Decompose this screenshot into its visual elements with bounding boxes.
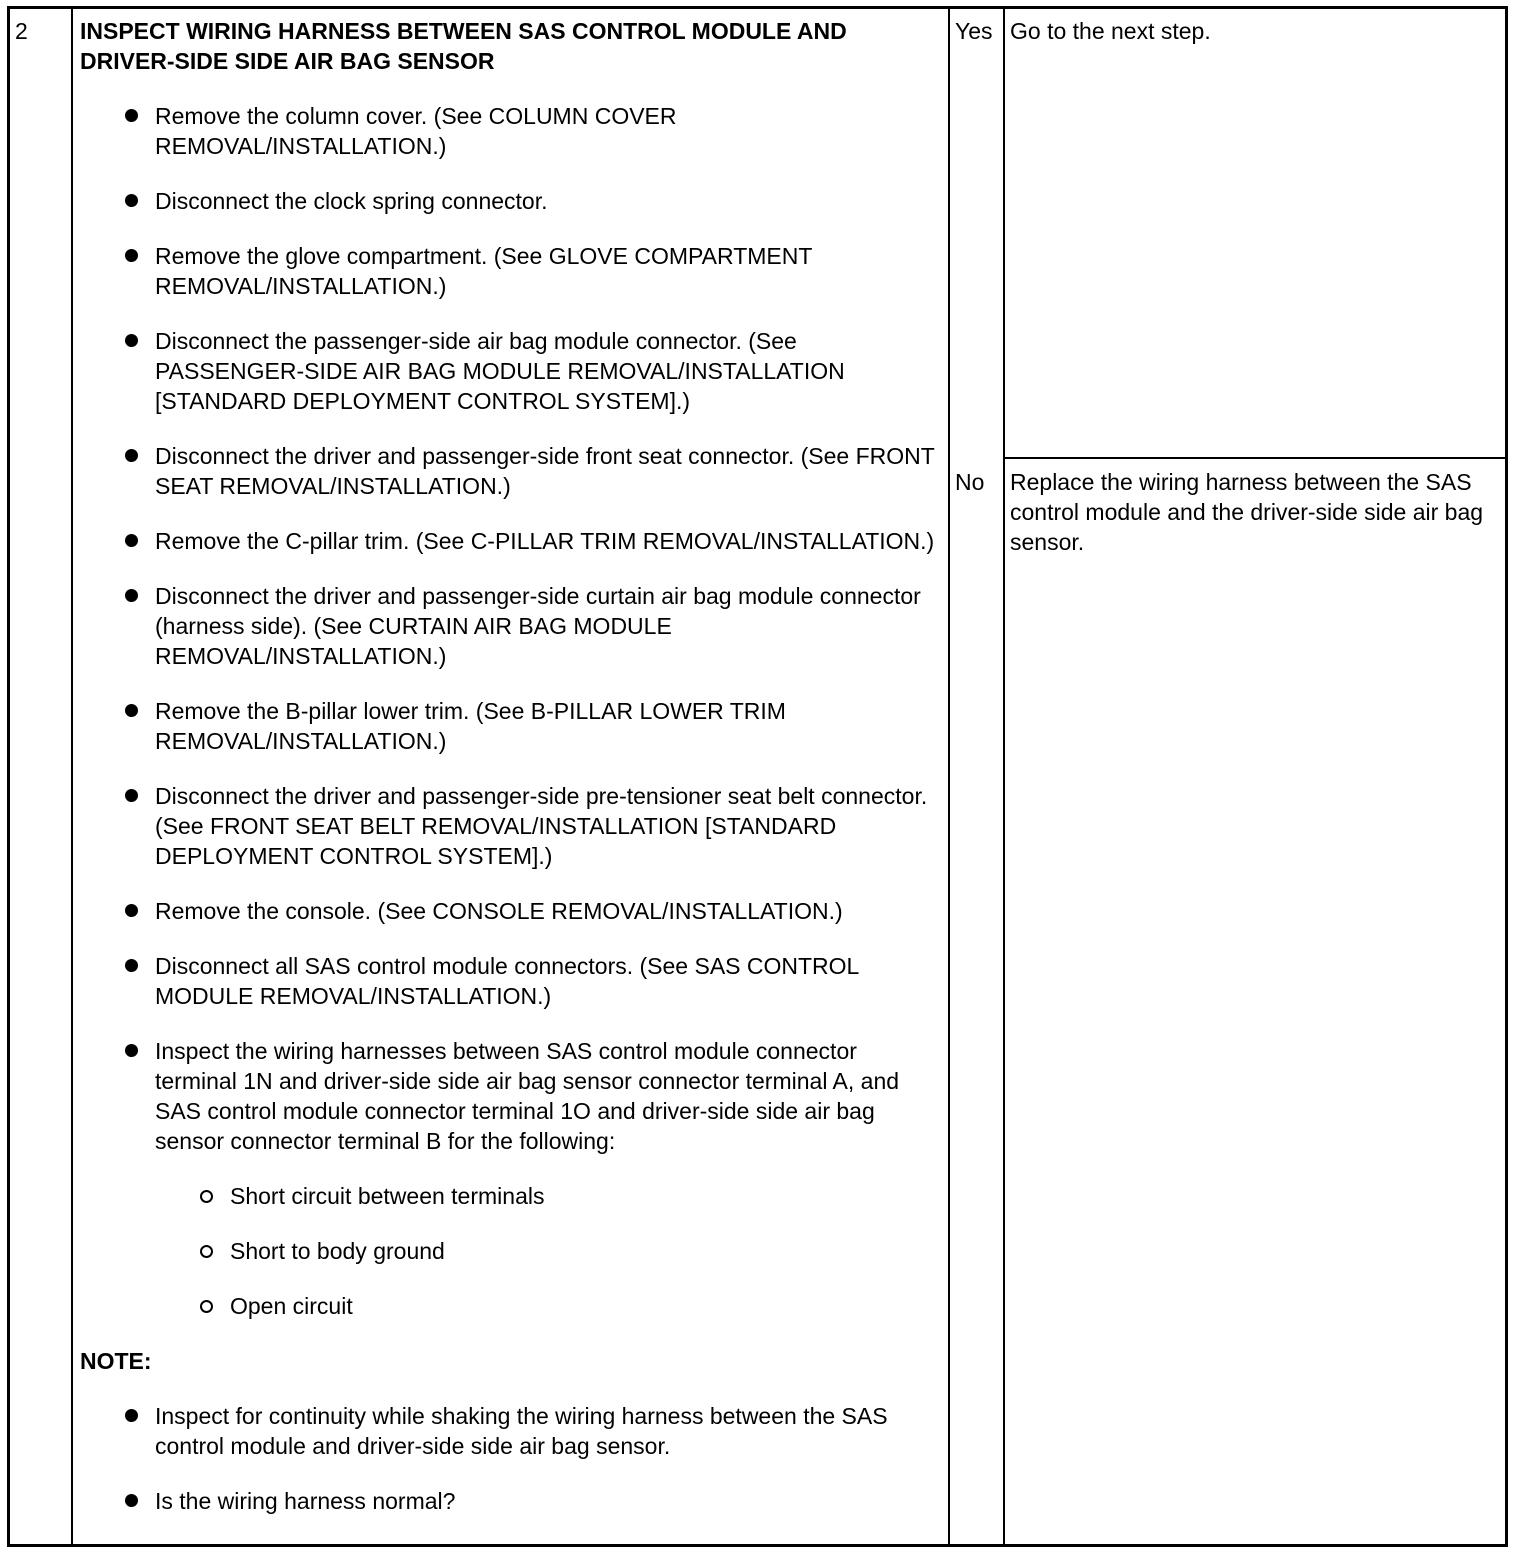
bullet-icon <box>125 334 138 347</box>
note-text: Inspect for continuity while shaking the wiring harness between the SAS control module and driver-side side air bag sensor. <box>155 1403 888 1459</box>
instruction-text: Disconnect the driver and passenger-side front seat connector. (See FRONT SEAT REMOVAL/INSTALLATION.) <box>155 443 935 499</box>
column-divider-action <box>948 9 950 1544</box>
instruction-text: Remove the column cover. (See COLUMN COVER REMOVAL/INSTALLATION.) <box>155 103 677 159</box>
list-item <box>80 101 940 161</box>
list-item <box>80 1036 940 1156</box>
bullet-icon <box>125 534 138 547</box>
list-item <box>80 326 940 416</box>
sub-list-item <box>80 1291 940 1321</box>
list-item <box>80 441 940 501</box>
instruction-list <box>80 101 940 1541</box>
bullet-icon <box>125 589 138 602</box>
list-item <box>80 896 940 926</box>
list-item <box>80 186 940 216</box>
column-divider-step <box>71 9 73 1544</box>
sub-item-text: Short to body ground <box>230 1238 445 1264</box>
no-action: Replace the wiring harness between the SAS control module and the driver-side side air bag sensor. <box>1010 469 1484 555</box>
bullet-icon <box>125 449 138 462</box>
sub-item-text: Short circuit between terminals <box>230 1183 545 1209</box>
procedure-table <box>7 6 1508 1547</box>
note-label: NOTE: <box>80 1348 152 1374</box>
bullet-icon <box>125 109 138 122</box>
bullet-icon <box>125 249 138 262</box>
list-item <box>80 581 940 671</box>
question-text: Is the wiring harness normal? <box>155 1488 456 1514</box>
instruction-text: Disconnect the clock spring connector. <box>155 188 548 214</box>
instruction-text: Remove the B-pillar lower trim. (See B-PILLAR LOWER TRIM REMOVAL/INSTALLATION.) <box>155 698 786 754</box>
bullet-icon <box>125 1044 138 1057</box>
instruction-text: Disconnect all SAS control module connectors. (See SAS CONTROL MODULE REMOVAL/INSTALLATION.) <box>155 953 859 1009</box>
instruction-text: Disconnect the driver and passenger-side pre-tensioner seat belt connector. (See FRONT SEAT BELT REMOVAL/INSTALLATION [STANDARD DEPLOYMENT CONTROL SYSTEM].) <box>155 783 928 869</box>
instruction-text: Remove the glove compartment. (See GLOVE COMPARTMENT REMOVAL/INSTALLATION.) <box>155 243 813 299</box>
step-heading-line2: DRIVER-SIDE SIDE AIR BAG SENSOR <box>80 48 495 74</box>
instruction-text: Remove the C-pillar trim. (See C-PILLAR TRIM REMOVAL/INSTALLATION.) <box>155 528 935 554</box>
column-divider-result <box>1003 9 1005 1544</box>
step-heading-line1: INSPECT WIRING HARNESS BETWEEN SAS CONTROL MODULE AND <box>80 18 847 44</box>
bullet-icon <box>125 1409 138 1422</box>
sub-list-item <box>80 1181 940 1211</box>
no-label: No <box>955 469 985 495</box>
bullet-icon <box>125 959 138 972</box>
list-item <box>80 1401 940 1461</box>
step-heading <box>80 16 940 76</box>
bullet-icon <box>125 1494 138 1507</box>
list-item <box>80 526 940 556</box>
yes-label: Yes <box>955 18 993 44</box>
instruction-text: Inspect the wiring harnesses between SAS control module connector terminal 1N and driver-side side air bag sensor connector terminal A, and SAS control module connector terminal 1O and driver-side side air bag sensor connector terminal B for the following: <box>155 1038 900 1154</box>
list-item <box>80 951 940 1011</box>
row-divider-yes-no <box>1003 457 1505 459</box>
bullet-icon <box>125 789 138 802</box>
sub-item-text: Open circuit <box>230 1293 353 1319</box>
hollow-bullet-icon <box>200 1245 213 1258</box>
bullet-icon <box>125 704 138 717</box>
list-item <box>80 241 940 301</box>
hollow-bullet-icon <box>200 1190 213 1203</box>
instruction-text: Disconnect the passenger-side air bag module connector. (See PASSENGER-SIDE AIR BAG MODULE REMOVAL/INSTALLATION [STANDARD DEPLOYMENT CONTROL SYSTEM].) <box>155 328 845 414</box>
list-item <box>80 1486 940 1516</box>
bullet-icon <box>125 904 138 917</box>
yes-action: Go to the next step. <box>1010 18 1211 44</box>
instruction-text: Remove the console. (See CONSOLE REMOVAL/INSTALLATION.) <box>155 898 843 924</box>
list-item <box>80 781 940 871</box>
step-number: 2 <box>15 18 28 44</box>
bullet-icon <box>125 194 138 207</box>
hollow-bullet-icon <box>200 1300 213 1313</box>
list-item <box>80 696 940 756</box>
sub-list-item <box>80 1236 940 1266</box>
instruction-text: Disconnect the driver and passenger-side curtain air bag module connector (harness side). (See CURTAIN AIR BAG MODULE REMOVAL/INSTALLATION.) <box>155 583 921 669</box>
